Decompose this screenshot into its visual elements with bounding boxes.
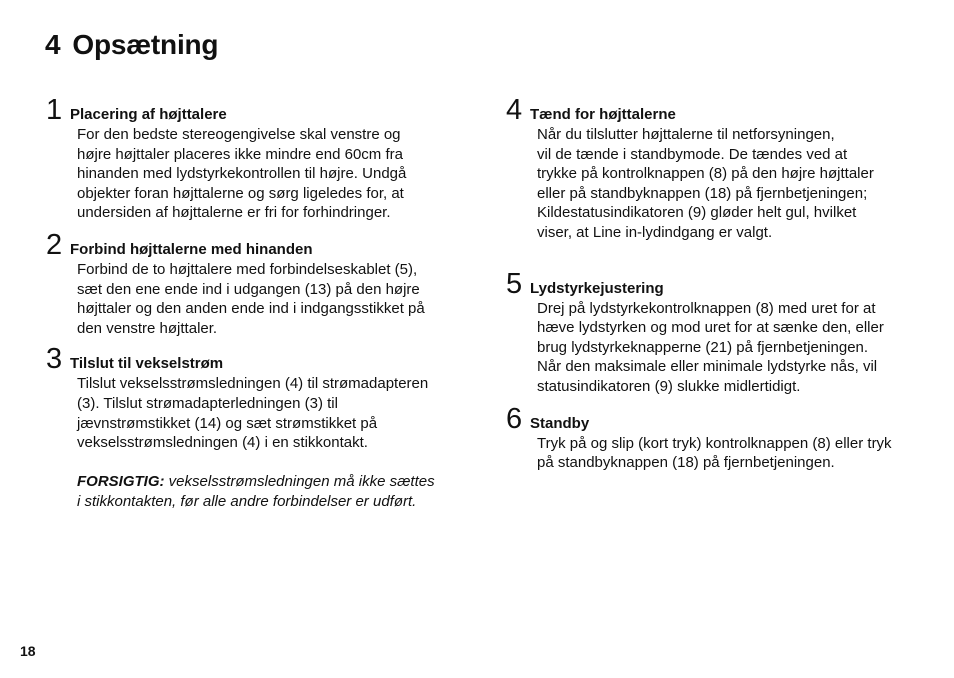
- body-line: vil de tænde i standbymode. De tændes ved at: [537, 145, 848, 163]
- section-number: 3: [46, 343, 63, 376]
- body-line: Når den maksimale eller minimale lydstyrke nås, vil: [537, 358, 878, 376]
- body-line: Tilslut vekselsstrømsledningen (4) til strømadapteren: [77, 375, 429, 393]
- section-title: Tænd for højttalerne: [530, 106, 676, 123]
- section-connect-ac-power: [46, 345, 464, 511]
- caution-line: i stikkontakten, før alle andre forbindelser er udført.: [77, 492, 417, 510]
- section-title: Placering af højttalere: [70, 106, 227, 123]
- section-heading: [506, 402, 926, 435]
- body-line: (3). Tilslut strømadapterledningen (3) til: [77, 394, 338, 412]
- body-line: objekter foran højttalerne og sørg ligeledes for, at: [77, 184, 404, 202]
- body-line: Når du tilslutter højttalerne til netforsyningen,: [537, 126, 835, 143]
- caution-text: vekselsstrømsledningen må ikke sættes: [168, 473, 435, 491]
- section-number: 6: [506, 402, 523, 435]
- left-column: [46, 96, 464, 512]
- section-body: [77, 374, 464, 511]
- body-line: vekselsstrømsledningen (4) i en stikkontakt.: [77, 434, 368, 452]
- section-heading: [506, 96, 926, 124]
- section-body: [537, 299, 926, 397]
- body-line: højre højttaler placeres ikke mindre end 60cm fra: [77, 145, 403, 163]
- body-line: viser, at Line in-lydindgang er valgt.: [537, 223, 773, 241]
- section-speaker-placement: [46, 96, 464, 223]
- section-number: 5: [506, 267, 523, 300]
- section-volume-adjustment: [506, 267, 926, 397]
- body-line: højttaler og den anden ende ind i indgangsstikket på: [77, 300, 425, 318]
- chapter-number: 4: [45, 29, 61, 60]
- section-title: Standby: [530, 414, 590, 432]
- body-line: Kildestatusindikatoren (9) gløder helt gul, hvilket: [537, 204, 857, 222]
- body-line: brug lydstyrkeknapperne (21) på fjernbetjeningen.: [537, 338, 869, 356]
- body-line: Tryk på og slip (kort tryk) kontrolknappen (8) eller tryk: [537, 434, 892, 452]
- section-title: Tilslut til vekselstrøm: [70, 355, 224, 373]
- page-number: 18: [20, 643, 36, 659]
- body-line: eller på standbyknappen (18) på fjernbetjeningen;: [537, 184, 868, 202]
- body-line: statusindikatoren (9) slukke midlertidigt.: [537, 377, 801, 395]
- chapter-title: Opsætning: [72, 29, 219, 60]
- section-number: 2: [46, 228, 63, 261]
- section-body: [77, 260, 464, 338]
- caution-line: [77, 472, 464, 492]
- section-body: [537, 434, 926, 473]
- body-line: den venstre højttaler.: [77, 319, 218, 337]
- section-body: [77, 125, 464, 223]
- body-line: sæt den ene ende ind i udgangen (13) på den højre: [77, 280, 420, 298]
- section-number: 4: [506, 94, 523, 126]
- body-line: undersiden af højttalerne er fri for forhindringer.: [77, 204, 391, 222]
- caution-note: [77, 472, 464, 511]
- section-title: Lydstyrkejustering: [530, 279, 664, 297]
- section-heading: [506, 267, 926, 300]
- body-line: jævnstrømstikket (14) og sæt strømstikket på: [77, 414, 378, 432]
- caution-label: FORSIGTIG:: [77, 473, 165, 491]
- body-line: hæve lydstyrken og mod uret for at sænke den, eller: [537, 319, 884, 337]
- body-line: trykke på kontrolknappen (8) på den højre højttaler: [537, 165, 874, 183]
- body-line: For den bedste stereogengivelse skal venstre og: [77, 126, 401, 143]
- body-line: på standbyknappen (18) på fjernbetjeningen.: [537, 454, 835, 472]
- body-line: Forbind de to højttalere med forbindelseskablet (5),: [77, 260, 418, 278]
- section-number: 1: [46, 94, 63, 126]
- body-line: hinanden med lydstyrkekontrollen til højre. Undgå: [77, 165, 407, 183]
- section-heading: [46, 343, 464, 376]
- page-title: [45, 28, 218, 62]
- section-connect-speakers: [46, 228, 464, 338]
- section-turn-on-speakers: [506, 96, 926, 243]
- right-column: [506, 96, 926, 473]
- section-heading: [46, 228, 464, 261]
- section-title: Forbind højttalerne med hinanden: [70, 240, 313, 258]
- section-standby: [506, 402, 926, 473]
- section-body: [537, 125, 926, 243]
- section-heading: [46, 96, 464, 124]
- body-line: Drej på lydstyrkekontrolknappen (8) med uret for at: [537, 299, 876, 317]
